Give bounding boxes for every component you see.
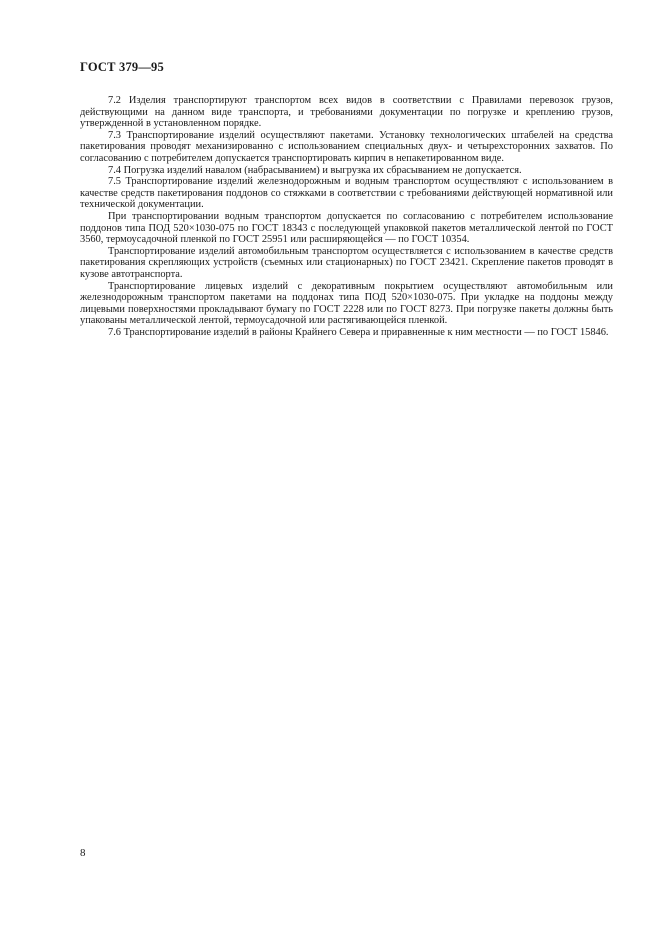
paragraph-7-6: 7.6 Транспортирование изделий в районы Крайнего Севера и приравненные к ним местности — по ГОСТ 15846. — [108, 326, 609, 338]
paragraph-7-2: 7.2 Изделия транспортируют транспортом всех видов в соответствии с Правилами перевозок грузов, действующими на данном виде транспорта, и требованиями документации по погрузке и креплению грузов, утвержденной в установленном порядке. — [80, 95, 613, 130]
paragraph-water-transport: При транспортировании водным транспортом допускается по согласованию с потребителем использование поддонов типа ПОД 520×1030-075 по ГОСТ 18343 с последующей упаковкой пакетов металлической лентой по ГОСТ 3560, термоусадочной пленкой по ГОСТ 25951 или расширяющейся — по ГОСТ 10354. — [80, 210, 613, 246]
paragraph-7-3: 7.3 Транспортирование изделий осуществляют пакетами. Установку технологических штабелей на средства пакетирования проводят механизированно с использованием специальных двух- и четырехсторонних захватов. По согласованию с потребителем допускается транспортировать кирпич в непакетированном виде. — [80, 129, 613, 164]
paragraph-facing-products: Транспортирование лицевых изделий с декоративным покрытием осуществляют автомобильным или железнодорожным транспортом пакетами на поддонах типа ПОД 520×1030-075. При укладке на поддоны между лицевыми поверхностями прокладывают бумагу по ГОСТ 2228 или по ГОСТ 8273. При погрузке пакеты должны быть упакованы металлической лентой, термоусадочной или растягивающейся пленкой. — [80, 280, 613, 327]
document-header: ГОСТ 379—95 — [80, 60, 164, 74]
paragraph-auto-transport: Транспортирование изделий автомобильным транспортом осуществляется с использованием в качестве средств пакетирования скрепляющих устройств (съемных или стационарных) по ГОСТ 23421. Скрепление пакетов проводят в кузове автотранспорта. — [80, 245, 613, 280]
page-number: 8 — [80, 847, 86, 859]
paragraph-7-4: 7.4 Погрузка изделий навалом (набрасыванием) и выгрузка их сбрасыванием не допускается. — [108, 164, 522, 176]
paragraph-7-5: 7.5 Транспортирование изделий железнодорожным и водным транспортом осуществляют с использованием в качестве средств пакетирования поддонов со стяжками в соответствии с требованиями действующей нормативной или технической документации. — [80, 176, 613, 211]
document-body — [80, 95, 613, 338]
